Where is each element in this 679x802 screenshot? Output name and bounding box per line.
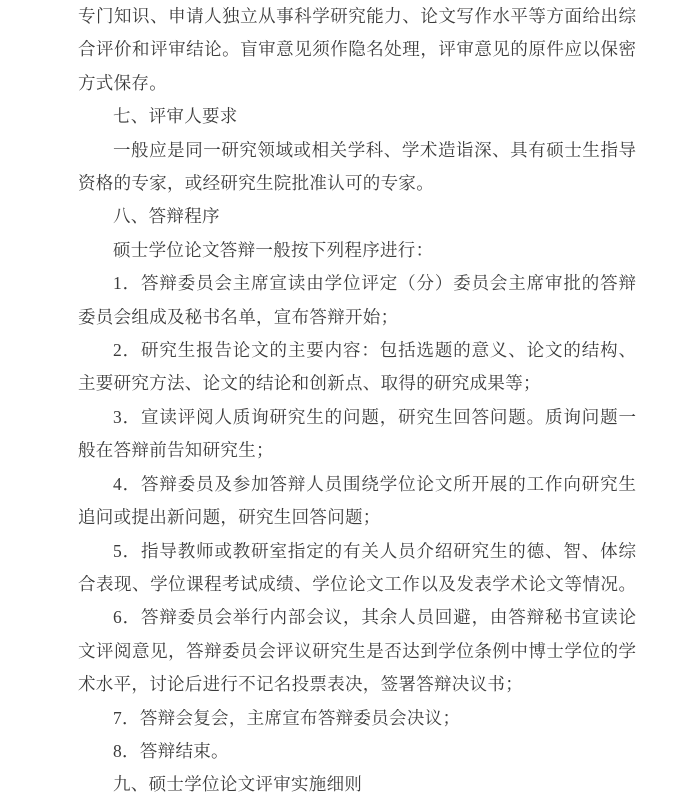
section-9-heading: 九、硕士学位论文评审实施细则: [113, 774, 363, 795]
numbered-item-line: 7．答辩会复会，主席宣布答辩委员会决议；: [113, 707, 461, 728]
text-line: 合评价和评审结论。盲审意见须作隐名处理，评审意见的原件应以保密: [78, 39, 636, 60]
text-line: 主要研究方法、论文的结论和创新点、取得的研究成果等；: [78, 373, 541, 394]
numbered-item-line: 3．宣读评阅人质询研究生的问题，研究生回答问题。质询问题一: [113, 406, 636, 427]
text-line: 委员会组成及秘书名单，宣布答辩开始；: [78, 306, 399, 327]
text-line: 文评阅意见，答辩委员会评议研究生是否达到学位条例中博士学位的学: [78, 640, 636, 661]
numbered-item-line: 5．指导教师或教研室指定的有关人员介绍研究生的德、智、体综: [113, 540, 636, 561]
numbered-item-line: 8．答辩结束。: [113, 740, 229, 761]
text-line: 一般应是同一研究领域或相关学科、学术造诣深、具有硕士生指导: [113, 139, 636, 160]
numbered-item-line: 1．答辩委员会主席宣读由学位评定（分）委员会主席审批的答辩: [113, 273, 636, 294]
section-8-heading: 八、答辩程序: [113, 206, 220, 227]
text-line: 专门知识、申请人独立从事科学研究能力、论文写作水平等方面给出综: [78, 6, 636, 26]
text-line: 术水平，讨论后进行不记名投票表决，签署答辩决议书；: [78, 674, 523, 695]
text-line: 般在答辩前告知研究生；: [78, 440, 274, 461]
numbered-item-line: 2．研究生报告论文的主要内容：包括选题的意义、论文的结构、: [113, 340, 636, 361]
text-line: 硕士学位论文答辩一般按下列程序进行：: [113, 239, 434, 260]
text-line: 资格的专家，或经研究生院批准认可的专家。: [78, 173, 434, 194]
numbered-item-line: 4．答辩委员及参加答辩人员围绕学位论文所开展的工作向研究生: [113, 473, 636, 494]
text-line: 方式保存。: [78, 72, 167, 93]
numbered-item-line: 6．答辩委员会举行内部会议，其余人员回避，由答辩秘书宣读论: [113, 607, 636, 628]
section-7-heading: 七、评审人要求: [113, 106, 238, 127]
text-line: 追问或提出新问题，研究生回答问题；: [78, 507, 381, 528]
text-line: 合表现、学位课程考试成绩、学位论文工作以及发表学术论文等情况。: [78, 573, 636, 594]
